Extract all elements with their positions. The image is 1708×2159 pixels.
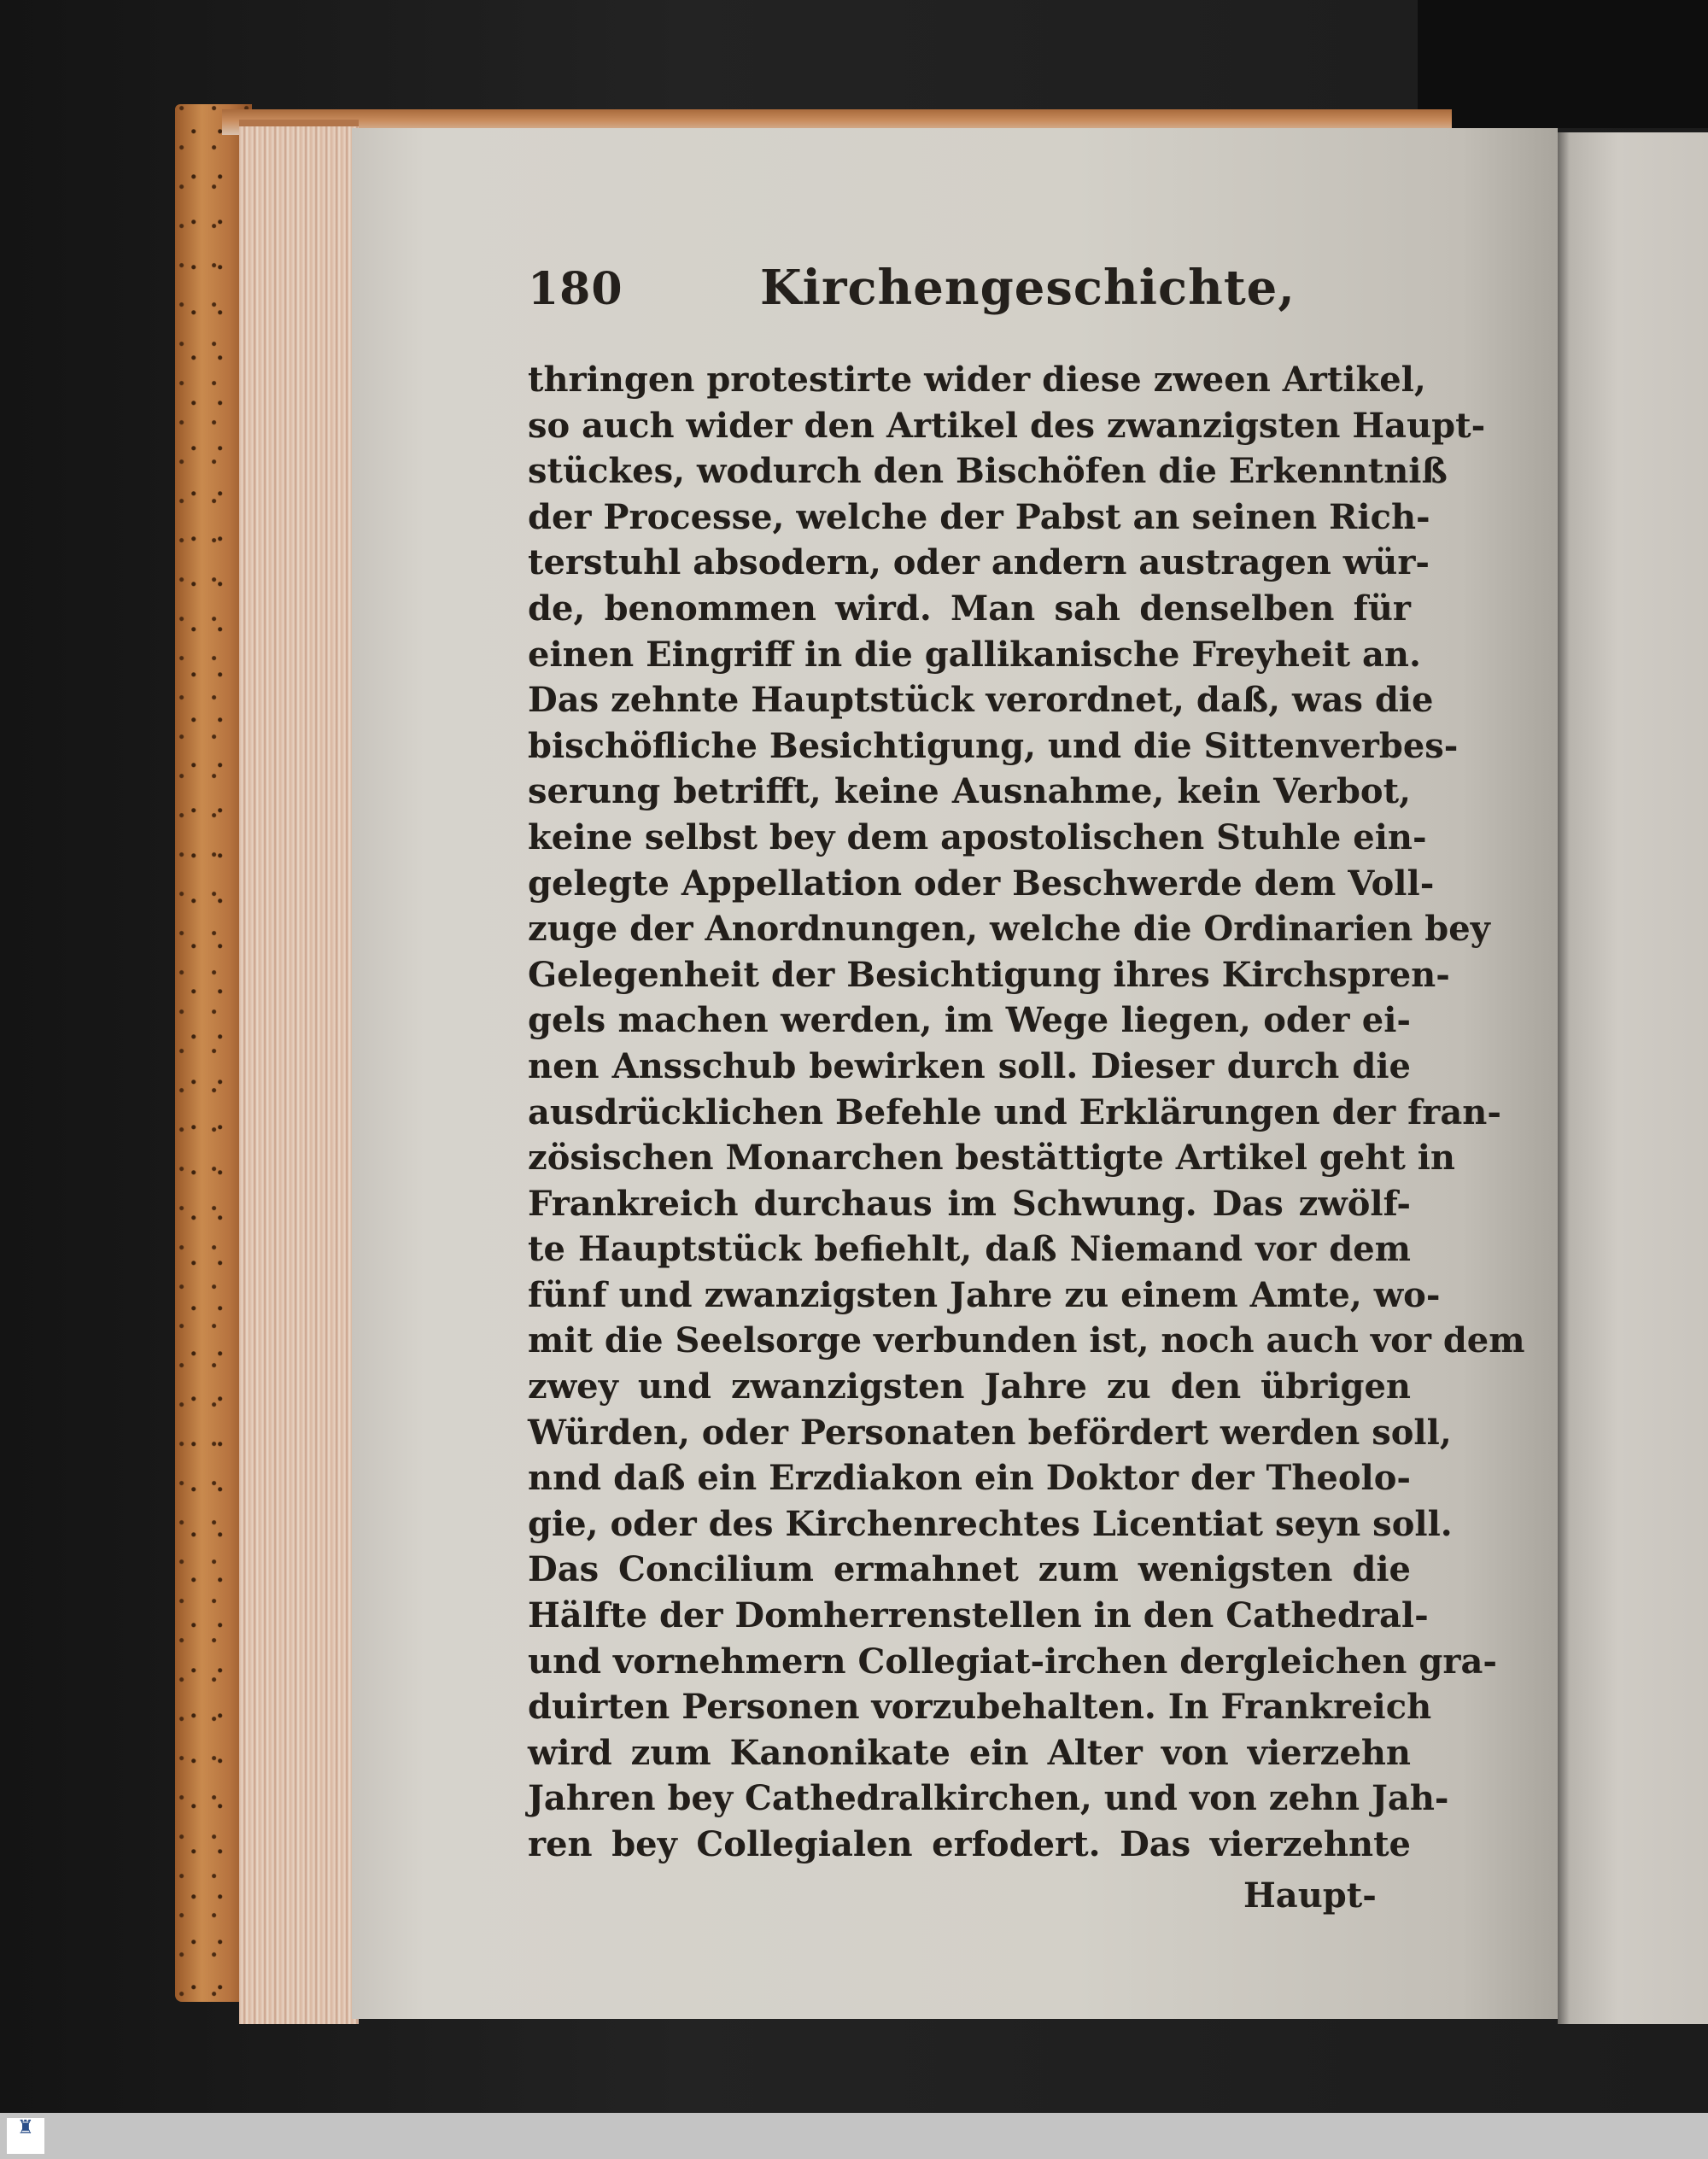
text-line: fünf und zwanzigsten Jahre zu einem Amte, wo-	[528, 1274, 1441, 1315]
text-line: serung betrifft, keine Ausnahme, kein Verbot,	[528, 771, 1411, 812]
text-line: ausdrücklichen Befehle und Erklärungen der fran-	[528, 1091, 1501, 1132]
text-line: einen Eingriff in die gallikanische Freyheit an.	[528, 634, 1421, 675]
page-body-text	[528, 357, 1525, 1868]
viewer-footer-bar	[0, 2113, 1708, 2159]
text-line: te Hauptstück befiehlt, daß Niemand vor dem	[528, 1229, 1411, 1270]
page-edges	[239, 120, 359, 2024]
text-line: und vornehmern Collegiat-irchen dergleichen gra-	[528, 1641, 1497, 1682]
running-title: Kirchengeschichte,	[760, 260, 1296, 316]
text-line: duirten Personen vorzubehalten. In Frankreich	[528, 1687, 1432, 1728]
text-line: zösischen Monarchen bestättigte Artikel geht in	[528, 1138, 1455, 1179]
text-line: Jahren bey Cathedralkirchen, und von zehn Jah-	[528, 1778, 1449, 1819]
text-line: der Processe, welche der Pabst an seinen Rich-	[528, 496, 1430, 537]
text-line: gie, oder des Kirchenrechtes Licentiat seyn soll.	[528, 1503, 1453, 1544]
running-head	[528, 260, 1433, 328]
text-line: ren bey Collegialen erfodert. Das vierzehnte	[528, 1824, 1411, 1864]
text-line: nen Ansschub bewirken soll. Dieser durch die	[528, 1045, 1411, 1086]
text-line: thringen protestirte wider diese zween Artikel,	[528, 360, 1426, 400]
text-line: keine selbst bey dem apostolischen Stuhle ein-	[528, 816, 1427, 857]
facing-page	[1558, 132, 1708, 2024]
text-line: terstuhl absodern, oder andern austragen wür-	[528, 542, 1430, 583]
text-line: mit die Seelsorge verbunden ist, noch auch vor dem	[528, 1320, 1525, 1361]
background-dark-area	[1418, 0, 1708, 128]
library-logo-glyph: ♜	[17, 2117, 34, 2139]
text-line: Frankreich durchaus im Schwung. Das zwölf-	[528, 1183, 1411, 1224]
text-line: zwey und zwanzigsten Jahre zu den übrigen	[528, 1366, 1411, 1407]
text-line: gels machen werden, im Wege liegen, oder ei-	[528, 1000, 1411, 1041]
catchword: Haupt-	[1243, 1875, 1377, 1916]
text-line: gelegte Appellation oder Beschwerde dem Voll-	[528, 863, 1435, 904]
page-number: 180	[528, 263, 623, 315]
library-logo-icon[interactable]	[7, 2118, 44, 2154]
text-line: de, benommen wird. Man sah denselben für	[528, 588, 1411, 629]
text-line: stückes, wodurch den Bischöfen die Erkenntniß	[528, 451, 1448, 492]
text-line: Gelegenheit der Besichtigung ihres Kirchspren-	[528, 954, 1450, 995]
text-line: Würden, oder Personaten befördert werden soll,	[528, 1412, 1452, 1453]
text-line: Hälfte der Domherrenstellen in den Cathedral-	[528, 1595, 1429, 1636]
text-line: bischöfliche Besichtigung, und die Sittenverbes-	[528, 725, 1459, 766]
text-line: Das Concilium ermahnet zum wenigsten die	[528, 1549, 1411, 1590]
text-line: nnd daß ein Erzdiakon ein Doktor der Theolo-	[528, 1458, 1411, 1499]
text-line: so auch wider den Artikel des zwanzigsten Haupt-	[528, 405, 1486, 446]
text-line: zuge der Anordnungen, welche die Ordinarien bey	[528, 909, 1490, 950]
text-line: wird zum Kanonikate ein Alter von vierzehn	[528, 1732, 1411, 1773]
text-line: Das zehnte Hauptstück verordnet, daß, was die	[528, 680, 1434, 721]
